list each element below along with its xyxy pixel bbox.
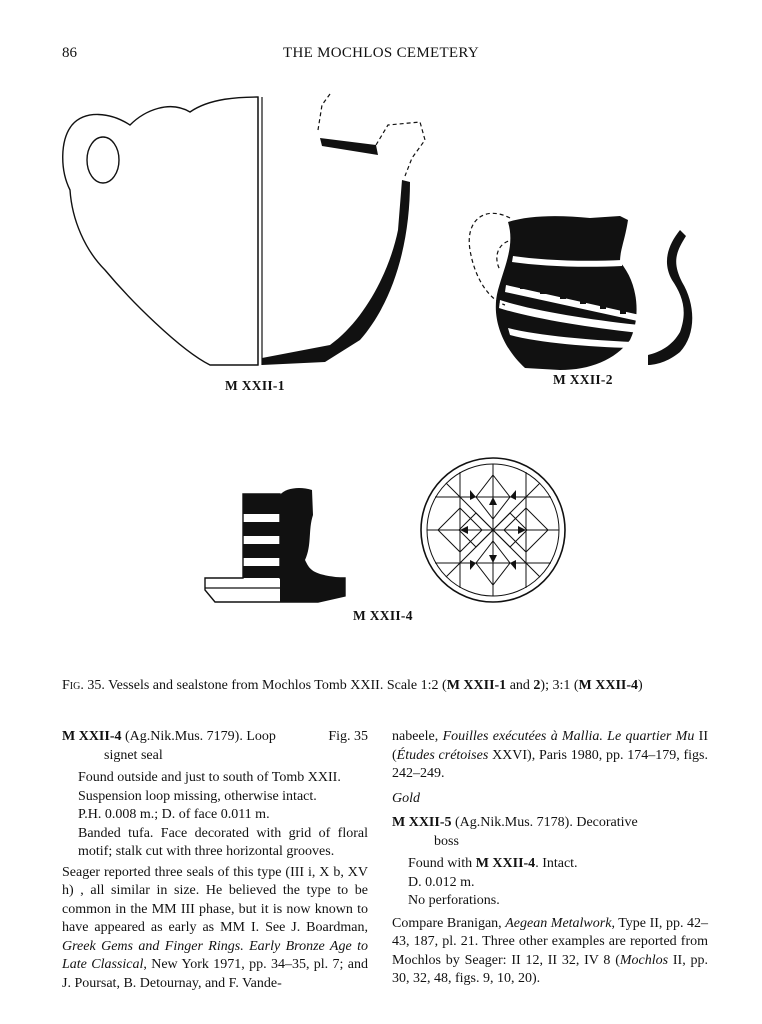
- continuation-series: Études crétoises: [396, 747, 489, 763]
- seal-side-drawing: [205, 488, 345, 602]
- page-number: 86: [62, 45, 77, 61]
- entry-line-condition: Suspension loop missing, otherwise intact.: [78, 788, 317, 804]
- entry-line-material: Banded tufa. Face decorated with grid of floral motif; stalk cut with three horizontal grooves.: [78, 825, 368, 859]
- continuation-text-3: XXVI), Paris 1980, pp. 174–179, figs. 242–249.: [392, 747, 709, 781]
- entry2-id: M XXII-5: [392, 815, 452, 830]
- commentary-title: Greek Gems and Finger Rings. Early Bronze Age to Late Classical: [62, 938, 368, 972]
- compare-text-3: II, pp. 30, 32, 48, figs. 9, 10, 20).: [392, 952, 709, 986]
- jug-drawing: [63, 94, 425, 365]
- compare-text-2: , Type II, pp. 42–43, 187, pl. 21. Three other examples are reported from Mochlos by Seager: II 12, II 32, IV 8 (: [392, 915, 709, 968]
- entry2-perforations: No perforations.: [408, 893, 500, 908]
- entry2-found-suffix: . Intact.: [535, 856, 578, 871]
- continuation-paragraph: [392, 728, 708, 784]
- jug-section: [262, 180, 410, 365]
- entry-line-dimensions: P.H. 0.008 m.; D. of face 0.011 m.: [78, 807, 270, 822]
- jug-outline: [63, 97, 258, 365]
- compare-text: Compare Branigan,: [392, 915, 506, 931]
- commentary-text-2: , New York 1971, pp. 34–35, pl. 7; and J. Poursat, B. Detournay, and F. Vande-: [62, 957, 369, 991]
- entry2-dimensions: D. 0.012 m.: [408, 874, 475, 890]
- commentary-paragraph: [62, 864, 368, 994]
- juglet-profile: [648, 230, 692, 365]
- entry-id: M XXII-4: [62, 729, 122, 744]
- right-column: [392, 728, 708, 989]
- continuation-text: nabeele,: [392, 729, 443, 744]
- section-heading-gold: Gold: [392, 790, 420, 806]
- compare-title: Aegean Metalwork: [505, 915, 612, 931]
- entry-desc: (Ag.Nik.Mus. 7179). Loop: [121, 729, 276, 744]
- caption-ref2: 2: [533, 678, 541, 693]
- caption-and: and: [506, 678, 534, 693]
- seal-face-drawing: [421, 458, 565, 602]
- left-column: [62, 728, 368, 993]
- caption-end: ): [638, 678, 643, 693]
- entry-desc-line2: signet seal: [104, 747, 163, 763]
- fig-reference: Fig. 35: [328, 729, 368, 744]
- compare-paragraph: [392, 915, 708, 989]
- label-seal: M XXII-4: [353, 608, 413, 623]
- running-title: THE MOCHLOS CEMETERY: [282, 45, 479, 61]
- commentary-text: Seager reported three seals of this type (III i, X b, XV h) , all similar in size. He believed the type to be common in the MM III phase, but it is now known to have appeared as early as MM I. See J. Boardman,: [62, 864, 368, 935]
- label-jug: M XXII-1: [225, 378, 285, 393]
- continuation-text-2: II (: [392, 729, 708, 763]
- entry2-found-prefix: Found with: [408, 856, 476, 871]
- compare-series: Mochlos: [619, 952, 669, 968]
- caption-fig-prefix: Fig.: [62, 678, 84, 693]
- entry2-desc-line2: boss: [434, 833, 459, 849]
- entry-m-xxii-5-head: [392, 814, 708, 833]
- jug-handle-hole: [87, 137, 119, 183]
- caption-ref3: M XXII-4: [578, 678, 639, 693]
- entry2-desc: (Ag.Nik.Mus. 7178). Decorative: [451, 815, 638, 830]
- label-juglet: M XXII-2: [553, 372, 613, 387]
- entry2-found: [392, 855, 708, 874]
- continuation-title: Fouilles exécutées à Mallia. Le quartier Mu: [442, 729, 695, 744]
- caption-ref1: M XXII-1: [446, 678, 507, 693]
- caption-mid: ); 3:1 (: [540, 678, 579, 693]
- entry-m-xxii-4-head: [62, 728, 368, 747]
- jug-spout-restoration: [318, 94, 425, 176]
- entry2-found-ref: M XXII-4: [475, 856, 536, 871]
- figure-caption: [62, 678, 712, 694]
- juglet-drawing: [469, 213, 692, 370]
- entry-line-found: Found outside and just to south of Tomb XXII.: [78, 770, 341, 785]
- caption-text: 35. Vessels and sealstone from Mochlos Tomb XXII. Scale 1:2 (: [83, 678, 447, 693]
